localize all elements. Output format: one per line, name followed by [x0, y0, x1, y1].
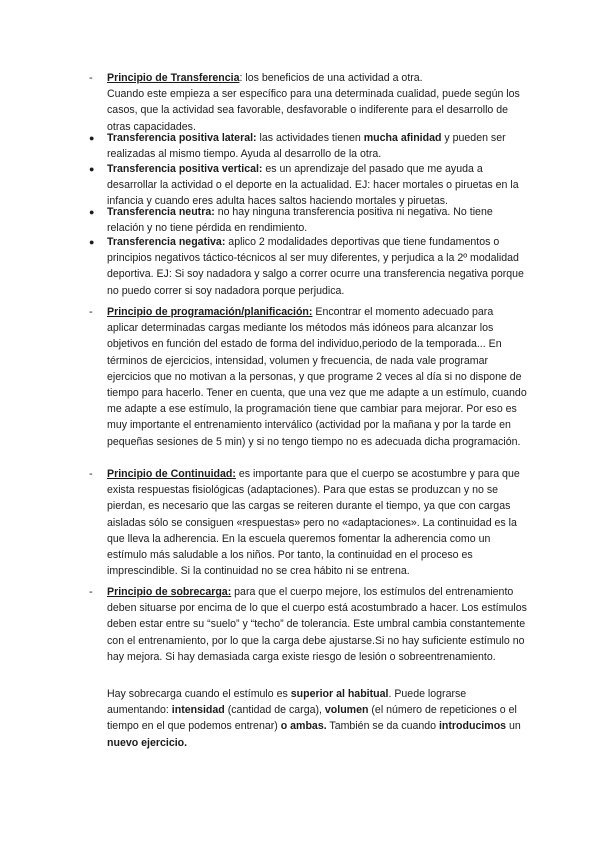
section-text: para que el cuerpo mejore, los estímulos del entrenamiento deben situarse por encima de lo que el cuerpo está acostumbrado a hacer. Los estímulos deben estar entre su “suelo” y “techo” de tolerancia. Este umbral cambia constantemente con el entrenamiento, por lo que la carga debe ajustarse.Si no hay suficiente estímulo no hay mejora. Si hay demasiada carga existe riesgo de lesión o sobreentrenamiento.: [107, 586, 527, 663]
bullet-strong: mucha afinidad: [363, 132, 442, 144]
closing-strong: nuevo ejercicio.: [107, 736, 188, 749]
section-title: Principio de sobrecarga:: [107, 586, 232, 598]
closing-text: (cantidad de carga),: [224, 704, 325, 717]
bullet-icon: ●: [89, 207, 95, 217]
closing-text: También se da cuando: [326, 720, 439, 733]
section-continuidad: [89, 466, 527, 579]
closing-strong: o ambas.: [280, 720, 327, 733]
section-text: Encontrar el momento adecuado para aplicar determinadas cargas mediante los métodos más idóneos para alcanzar los objetivos en función del estado de forma del individuo,periodo de la temporada... En términos de ejercicios, intensidad, volumen y frecuencia, de nada vale programar ejercicios que no motivan a la personas, y que programe 2 veces al día si no dispone de tiempo para hacerlo. Tener en cuenta, que una vez que me adapte a un estímulo, cuando me adapte a ese estímulo, la programación tiene que cambiar para mejorar. Por eso es muy importante el entrenamiento interválico (actividad por la mañana y por la tarde en pequeñas sesiones de 5 min) y si no tengo tiempo no es adecuada dicha programación.: [107, 306, 527, 448]
section-transferencia: [89, 70, 527, 135]
dash-marker: -: [89, 468, 93, 480]
closing-text: Hay sobrecarga cuando el estímulo es: [107, 688, 291, 700]
dash-marker: -: [89, 306, 93, 318]
title-colon: :: [239, 72, 243, 84]
bullet-text: aplico 2 modalidades deportivas que tiene fundamentos o principios negativos táctico-técnicos al ser muy diferentes, y perjudica a la 2º modalidad deportiva. EJ: Si soy nadadora y salgo a correr ocurre una transferencia negativa porque no puedo correr si soy nadadora porque perjudica.: [107, 236, 524, 297]
section-body: Cuando este empieza a ser específico para una determinada cualidad, puede según los casos, que la actividad sea favorable, desfavorable o indiferente para el desarrollo de otras capacidades.: [107, 88, 520, 133]
closing-strong: intensidad: [171, 704, 225, 717]
bullet-text: es un aprendizaje del pasado que me ayuda a desarrollar la actividad o el deporte en la actualidad. EJ: hacer mortales o piruetas en la infancia y cuando eres adulta haces saltos haciendo mortales y piruetas.: [107, 163, 519, 208]
section-text: es importante para que el cuerpo se acostumbre y para que exista respuestas fisiológicas (adaptaciones). Para que estas se produzcan y no se pierdan, es necesario que las cargas se reiteren durante el tiempo, ya que con cargas aisladas sólo se consiguen «respuestas» pero no «adaptaciones». La continuidad es la que lleva la adherencia. En la escuela queremos fomentar la adherencia como un estímulo más saludable a los niños. Por tanto, la continuidad en el proceso es imprescindible. Si la continuidad no se crea hábito ni se entrena.: [107, 468, 520, 578]
bullet-term: Transferencia neutra:: [107, 206, 215, 218]
bullet-icon: ●: [89, 237, 95, 247]
closing-text: . Puede lograrse aumentando:: [107, 688, 467, 717]
section-title: Principio de Continuidad:: [107, 468, 236, 480]
bullet-term: Transferencia positiva vertical:: [107, 163, 263, 175]
bullet-icon: ●: [89, 133, 95, 143]
section-title: Principio de Transferencia: [107, 72, 240, 84]
bullet-item: [89, 204, 527, 236]
closing-text: (el número de repeticiones o el tiempo en el que podemos entrenar): [107, 704, 517, 733]
bullet-item: [89, 130, 527, 162]
closing-paragraph: [107, 686, 527, 751]
closing-strong: superior al habitual: [290, 688, 389, 700]
closing-strong: introducimos: [438, 720, 507, 733]
section-intro: los beneficios de una actividad a otra.: [242, 72, 423, 84]
bullet-text: no hay ninguna transferencia positiva ni negativa. No tiene relación y no tiene pérdida en rendimiento.: [107, 206, 493, 235]
bullet-term: Transferencia positiva lateral:: [107, 132, 257, 144]
bullet-text: las actividades tienen: [256, 132, 364, 144]
bullet-item: [89, 234, 527, 299]
section-programacion: [89, 304, 527, 450]
bullet-icon: ●: [89, 164, 95, 174]
dash-marker: -: [89, 586, 93, 598]
bullet-term: Transferencia negativa:: [107, 236, 226, 248]
section-title: Principio de programación/planificación:: [107, 306, 313, 318]
bullet-text: y pueden ser realizadas al mismo tiempo. Ayuda al desarrollo de la otra.: [107, 132, 506, 161]
section-sobrecarga: [89, 584, 527, 665]
closing-strong: volumen: [324, 704, 369, 717]
dash-marker: -: [89, 72, 93, 84]
closing-text: un: [506, 720, 521, 733]
bullet-item: [89, 161, 527, 210]
